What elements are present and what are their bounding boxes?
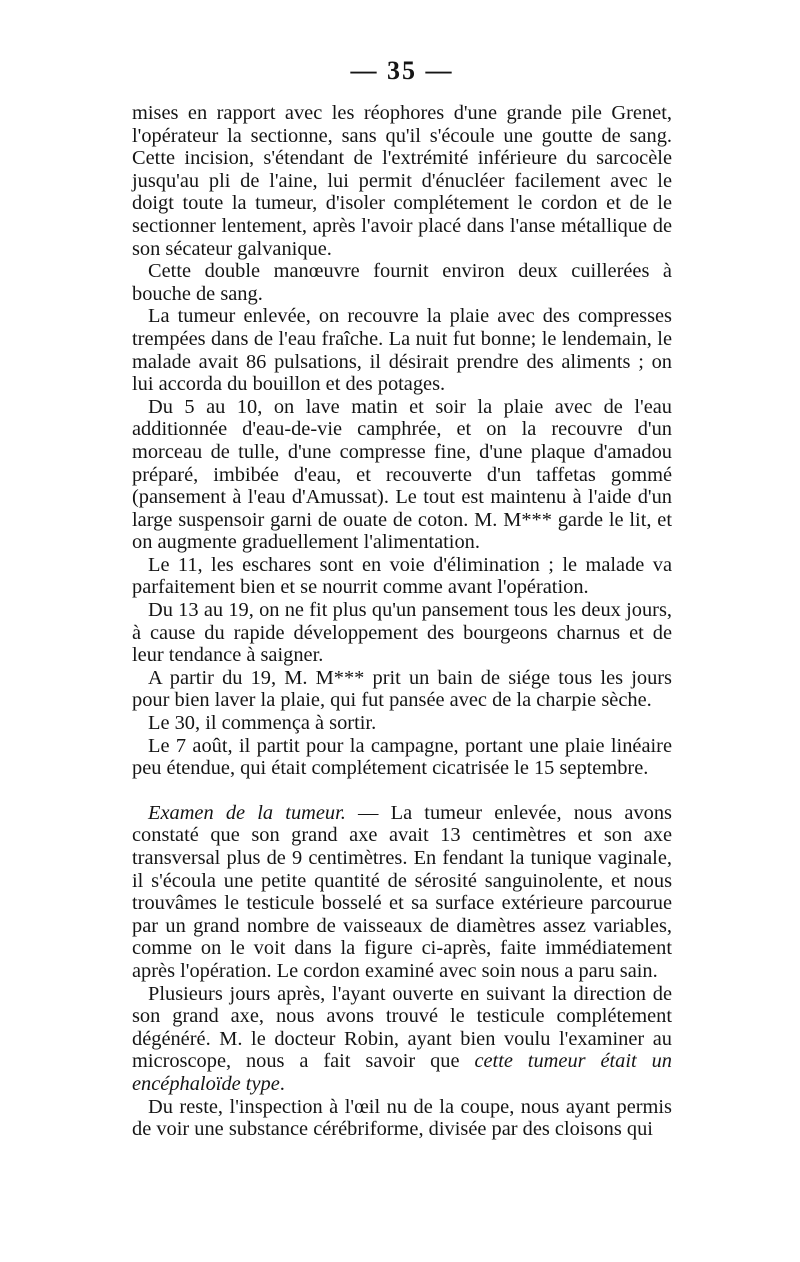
paragraph — [132, 983, 672, 1096]
paragraph: Le 11, les eschares sont en voie d'élimination ; le malade va parfaitement bien et se nourrit comme avant l'opération. — [132, 553, 672, 599]
paragraph: A partir du 19, M. M*** prit un bain de siége tous les jours pour bien laver la plaie, qui fut pansée avec de la charpie sèche. — [132, 666, 672, 712]
paragraph: Le 30, il commença à sortir. — [148, 712, 377, 735]
italic-quote: cette tumeur était un encéphaloïde type — [132, 1050, 672, 1095]
body-text — [132, 102, 672, 1141]
paragraph: Du reste, l'inspection à l'œil nu de la coupe, nous ayant permis de voir une substance cérébriforme, divisée par des cloisons qui — [132, 1095, 672, 1141]
section-paragraph — [132, 802, 672, 983]
paragraph: Du 13 au 19, on ne fit plus qu'un pansement tous les deux jours, à cause du rapide développement des bourgeons charnus et de leur tendance à saigner. — [132, 599, 672, 667]
paragraph: La tumeur enlevée, on recouvre la plaie avec des compresses trempées dans de l'eau fraîche. La nuit fut bonne; le lendemain, le malade avait 86 pulsations, il désirait prendre des aliments ; on lui accorda du bouillon et des potages. — [132, 305, 672, 396]
paragraph: Cette double manœuvre fournit environ deux cuillerées à bouche de sang. — [132, 260, 672, 305]
section-text: — La tumeur enlevée, nous avons constaté que son grand axe avait 13 centimètres et son axe transversal plus de 9 centimètres. En fendant la tunique vaginale, il s'écoula une petite quantité de sérosité sanguinolente, et nous trouvâmes le testicule bosselé et sa surface extérieure parcourue par un grand nombre de vaisseaux de diamètres assez variables, comme on le voit dans la figure ci-après, faite immédiatement après l'opération. Le cordon examiné avec soin nous a paru sain. — [132, 801, 672, 982]
paragraph: Le 7 août, il partit pour la campagne, portant une plaie linéaire peu étendue, qui était complétement cicatrisée le 15 septembre. — [132, 734, 672, 780]
section-heading: Examen de la tumeur. — [148, 801, 346, 824]
paragraph: Du 5 au 10, on lave matin et soir la plaie avec de l'eau additionnée d'eau-de-vie camphrée, et on la recouvre d'un morceau de tulle, d'une compresse fine, d'une plaque d'amadou préparé, imbibée d'eau, et recouverte d'un taffetas gommé (pansement à l'eau d'Amussat). Le tout est maintenu à l'aide d'un large suspensoir garni de ouate de coton. M. M*** garde le lit, et on augmente graduellement l'alimentation. — [132, 395, 672, 554]
paragraph-text-end: . — [279, 1072, 285, 1095]
paragraph: mises en rapport avec les réophores d'une grande pile Grenet, l'opérateur la sectionne, sans qu'il s'écoule une goutte de sang. Cette incision, s'étendant de l'extrémité inférieure du sarcocèle jusqu'au pli de l'aine, lui permit d'énucléer facilement avec le doigt toute la tumeur, d'isoler complétement le cordon et de le sectionner lentement, après l'avoir placé dans l'anse métallique de son sécateur galvanique. — [132, 102, 672, 260]
page-number: — 35 — — [350, 56, 454, 85]
paragraph-text: Plusieurs jours après, l'ayant ouverte en suivant la direction de son grand axe, nous avons trouvé le testicule complétement dégénéré. M. le docteur Robin, ayant bien voulu l'examiner au microscope, nous a fait savoir que — [132, 982, 672, 1073]
